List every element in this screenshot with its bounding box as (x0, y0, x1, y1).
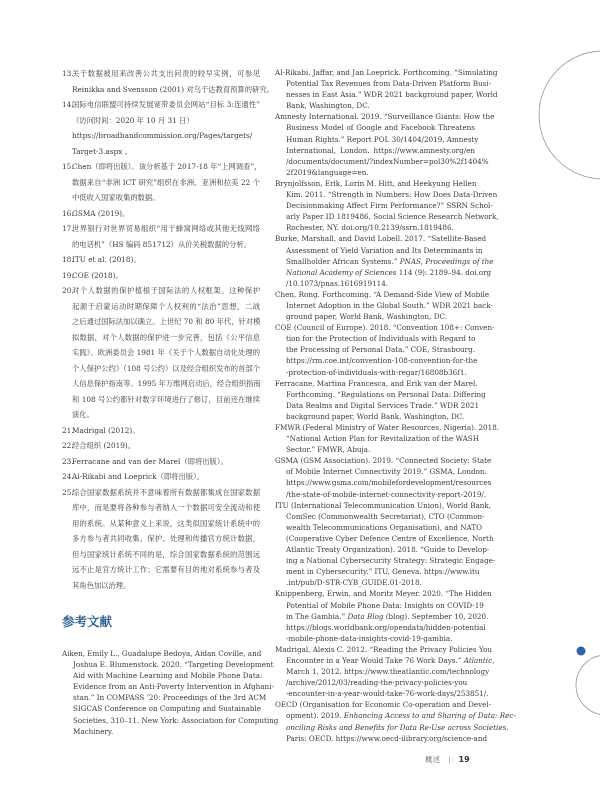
endnote-line: 库中，而是要将各种参与者纳入一个数据可安全流动和使 (72, 503, 260, 512)
reference-line: Paris: OECD. https://www.oecd-ilibrary.org/science-and (286, 733, 488, 743)
endnote-line: 国际电信联盟可持续发展宽带委员会网站“目标 3:连通性” (72, 100, 260, 109)
reference-line: arly Paper ID 1819486, Social Science Research Network, (286, 212, 499, 222)
endnote (62, 438, 260, 454)
endnote-line: COE (2018)。 (72, 270, 123, 280)
reference-line: OECD (Organisation for Economic Co-operation and Devel- (275, 700, 492, 710)
reference-line: https://blogs.worldbank.org/opendata/hidden-potential (286, 622, 486, 632)
endnote-line: 拟数据，对个人数据的保护进一步完善，包括《公平信息 (72, 332, 260, 342)
reference-line: Aid with Machine Learning and Mobile Phone Data: (73, 671, 263, 681)
reference-line: Potential Tax Revenues from Data-Driven Platform Busi- (286, 79, 492, 89)
reference-line: wealth Telecommunications Organisation), and NATO (286, 522, 483, 532)
endnote-number: 20. (62, 286, 74, 295)
endnote-line: 用的系统。从某种意义上来说，这类似国家统计系统中的 (72, 518, 260, 528)
reference-line: -protection-of-individuals-with-regar/16808b36f1. (286, 367, 467, 377)
reference-line: -encounter-in-a-year-would-take-76-work-days/253851/. (286, 689, 489, 699)
reference-line: Machinery. (73, 726, 114, 736)
endnote-number: 17. (62, 224, 74, 233)
reference-line: /10.1073/pnas.1616919114. (286, 278, 389, 288)
endnote-number: 25. (62, 487, 74, 497)
endnote-number: 19. (62, 270, 74, 280)
reference-line: of Mobile Internet Connectivity 2019.” GSMA, London. (286, 467, 487, 477)
reference-line: Evidence from an Anti-Poverty Intervention in Afghani- (73, 682, 274, 692)
endnote-line: Chen（即将出版）。该分析基于 2017-18 年“上网调查”， (72, 162, 262, 171)
endnote-line: 远不止是官方统计工作；它需要有目的地对系统参与者及 (72, 565, 260, 574)
endnote-line: Madrigal (2012)。 (72, 425, 140, 435)
reference-entry (275, 699, 516, 743)
reference-line: Human Rights.” Report POL 30/1404/2019, Amnesty (286, 134, 479, 144)
reference-entry (62, 648, 279, 737)
reference-line: Internet Adoption in the Global South.” WDR 2021 back- (286, 300, 493, 310)
reference-line: Data Realms and Digital Services Trade.” WDR 2021 (286, 400, 480, 410)
reference-line: GSMA (GSM Association). 2019. “Connected Society: State (275, 456, 492, 466)
reference-line: .int/pub/D-STR-CYB_GUIDE.01-2018. (286, 578, 422, 588)
endnote-number: 23. (62, 456, 74, 466)
reference-line: Ferracane, Martina Francesca, and Erik van der Marel. (275, 378, 478, 388)
endnote-line: 之后通过国际法加以确立。上世纪 70 和 80 年代，针对模 (72, 317, 261, 326)
endnote-number: 21. (62, 425, 74, 435)
references-list-right (275, 67, 516, 744)
reference-line: background paper, World Bank, Washington, DC. (286, 411, 465, 421)
reference-line: Assessment of Yield Variation and Its Determinants in (286, 245, 483, 255)
reference-line: Forthcoming. “Regulations on Personal Data: Differing (286, 389, 486, 399)
endnote-line: 演化。 (72, 410, 94, 419)
endnote-number: 24. (62, 472, 74, 481)
reference-line: Bank, Washington, DC. (286, 101, 370, 111)
endnote (62, 423, 260, 439)
endnote-number: 22. (62, 441, 74, 450)
endnote-line: 但与国家统计系统不同的是，综合国家数据系统的范围远 (72, 549, 260, 559)
reference-line: Sector.” FMWR, Abuja. (286, 445, 371, 455)
reference-line: Al-Rikabi, Jaffar, and Jan Loeprick. Forthcoming. “Simulating (275, 68, 498, 77)
reference-line: tion for the Protection of Individuals with Regard to (286, 334, 476, 344)
endnote (62, 221, 260, 252)
reference-entry (275, 111, 495, 178)
footer-section-title: 概述 (425, 755, 440, 764)
reference-line: Kim. 2011. “Strength in Numbers: How Does Data-Driven (286, 190, 498, 200)
endnote-line: 个人保护公约》（108 号公约）以及经合组织发布的首部个 (72, 363, 260, 373)
reference-line: SIGCAS Conference on Computing and Sustainable (73, 704, 262, 714)
reference-entry (275, 644, 495, 699)
reference-line: -mobile-phone-data-insights-covid-19-gambia. (286, 633, 453, 643)
reference-line: FMWR (Federal Ministry of Water Resources, Nigeria). 2018. (275, 423, 500, 432)
reference-entry (275, 322, 495, 377)
reference-line: National Academy of Sciences 114 (9): 2189–94. doi.org (286, 267, 492, 277)
endnote-line: https://broadbandcommission.org/Pages/targets/ (72, 131, 253, 140)
endnote (62, 97, 260, 159)
reference-line: COE (Council of Europe). 2018. “Convention 108+: Conven- (275, 323, 495, 333)
endnote-line: 经合组织 (2019)。 (72, 441, 136, 450)
reference-entry (275, 422, 500, 455)
reference-line: Joshua E. Blumenstock. 2020. “Targeting Development (73, 660, 274, 670)
reference-line: “National Action Plan for Revitalization of the WASH (286, 434, 479, 444)
reference-line: /the-state-of-mobile-internet-connectivity-report-2019/. (286, 489, 487, 499)
endnote-line: 综合国家数据系统并不意味着所有数据都集成在国家数据 (72, 487, 260, 497)
endnote (62, 252, 260, 268)
endnote-line: GSMA (2019)。 (72, 208, 130, 218)
reference-line: ComSec (Commonwealth Secretariat), CTO (Common- (286, 511, 485, 521)
reference-line: 2f2019&language=en. (286, 167, 369, 177)
endnote (62, 206, 260, 222)
endnote-line: Reinikka and Svensson (2001) 对乌干达教育预算的研究。 (72, 84, 274, 94)
endnote (62, 485, 260, 594)
decorative-arc-bottom (576, 655, 600, 715)
endnote-line: 对个人数据的保护植根于国际法的人权框架。这种保护 (72, 286, 260, 295)
endnotes-list (62, 66, 274, 593)
reference-entry (275, 67, 498, 111)
reference-line: /documents/document/?indexNumber=pol30%2f1404% (286, 156, 489, 166)
endnote (62, 66, 274, 97)
endnote-line: 人信息保护指南等。1995 年万维网启动后，经合组织指南 (72, 379, 261, 388)
endnote-line: 中低收入国家收集的数据。 (72, 193, 160, 202)
reference-line: Amnesty International. 2019. “Surveillance Giants: How the (275, 112, 495, 122)
reference-line: Knippenberg, Erwin, and Moritz Meyer. 2020. “The Hidden (275, 589, 492, 599)
reference-line: nesses in East Asia.” WDR 2021 background paper, World (286, 90, 498, 100)
endnote-line: （访问时间：2020 年 10 月 31 日） (72, 115, 194, 125)
endnote-line: 的电话机”（HS 编码 851712）从价关税数据的分析。 (72, 239, 251, 249)
reference-line: ITU (International Telecommunication Union), World Bank, (275, 500, 492, 510)
reference-line: the Processing of Personal Data.” COE, Strasbourg. (286, 345, 475, 355)
endnote-line: 其角色加以治理。 (72, 580, 131, 590)
reference-line: Potential of Mobile Phone Data: Insights on COVID-19 (286, 600, 484, 610)
reference-entry (275, 378, 486, 422)
footer-divider: | (448, 755, 451, 764)
reference-line: Smallholder African Systems.” PNAS, Proceedings of the (286, 256, 494, 266)
endnote-line: Al-Rikabi and Loeprick（即将出版）。 (72, 472, 205, 481)
decorative-dot (577, 647, 586, 656)
reference-entry (275, 289, 493, 322)
reference-line: ment in Cybersecurity.” ITU, Geneva. https://www.itu (286, 567, 480, 577)
reference-entry (275, 500, 496, 589)
reference-line: https://www.gsma.com/mobilefordevelopment/resources (286, 478, 492, 488)
reference-line: Encounter in a Year Would Take 76 Work Days.” Atlantic, (286, 655, 495, 665)
reference-line: International, London. https://www.amnesty.org/en (286, 145, 475, 155)
endnote-line: 起源于启蒙运动时期保障个人权利的“法治”思想，二战 (72, 301, 260, 311)
reference-entry (275, 588, 492, 643)
reference-line: Business Model of Google and Facebook Threatens (286, 123, 475, 133)
reference-line: Burke, Marshall, and David Lobell. 2017. “Satellite-Based (275, 234, 487, 244)
endnote-number: 13. (62, 69, 74, 78)
endnote-line: 数据来自“非洲 ICT 研究”组织在非洲、亚洲和拉美 22 个 (72, 177, 260, 187)
reference-line: Decisionmaking Affect Firm Performance?” SSRN Schol- (286, 201, 493, 211)
endnote (62, 454, 260, 470)
endnote (62, 469, 260, 485)
references-list-left (62, 648, 279, 737)
endnote-number: 15. (62, 162, 74, 171)
reference-line: Rochester, NY. doi.org/10.2139/ssrn.1819486. (286, 223, 454, 233)
reference-line: Madrigal, Alexis C. 2012. “Reading the Privacy Policies You (275, 644, 492, 654)
endnote-line: ITU et al. (2018)。 (72, 255, 141, 264)
reference-line: stan.” In COMPASS ’20: Proceedings of the 3rd ACM (73, 693, 267, 703)
endnote (62, 268, 260, 284)
reference-line: Aiken, Emily L., Guadalupe Bedoya, Aidan Coville, and (62, 649, 262, 658)
reference-line: March 1, 2012. https://www.theatlantic.com/technology (286, 667, 490, 677)
reference-line: https://rm.coe.int/convention-108-convention-for-the (286, 356, 478, 366)
reference-entry (275, 233, 494, 288)
decorative-arc-top (539, 51, 600, 179)
endnote (62, 283, 260, 423)
endnote-line: 和 108 号公约都针对数字环境进行了修订，目前还在继续 (72, 394, 260, 404)
endnote-number: 14. (62, 100, 74, 109)
references-heading: 参考文献 (62, 614, 113, 629)
reference-line: opment). 2019. Enhancing Access to and Sharing of Data: Rec- (286, 711, 516, 721)
reference-line: Brynjolfsson, Erik, Lorin M. Hitt, and Heekyung Hellen (275, 178, 477, 188)
reference-line: (Cooperative Cyber Defence Centre of Excellence, North (286, 533, 494, 543)
reference-line: onciling Risks and Benefits for Data Re-Use across Societies. (286, 722, 509, 732)
endnote (62, 159, 260, 206)
endnote-line: 关于数据被用来改善公共支出问责的较早实例，可参见 (72, 69, 260, 78)
reference-line: Atlantic Treaty Organization). 2018. “Guide to Develop- (286, 545, 490, 555)
page-footer (425, 754, 470, 765)
endnote-line: Ferracane and van der Marel（即将出版）。 (72, 456, 228, 466)
reference-entry (275, 178, 499, 233)
endnote-line: Target-3.aspx 。 (72, 146, 132, 156)
reference-line: Chen, Rong. Forthcoming. “A Demand-Side View of Mobile (275, 289, 490, 299)
endnote-line: 世界银行对世界贸易组织“用于蜂窝网络或其他无线网络 (72, 224, 260, 233)
reference-line: Societies, 310–11. New York: Association for Computing (73, 715, 279, 725)
reference-line: in The Gambia.” Data Blog (blog). September 10, 2020. (286, 611, 489, 621)
reference-line: /archive/2012/03/reading-the-privacy-policies-you (286, 678, 468, 688)
endnote-number: 18. (62, 255, 74, 264)
endnote-number: 16. (62, 208, 74, 218)
reference-entry (275, 455, 492, 499)
reference-line: ground paper, World Bank, Washington, DC. (286, 312, 448, 322)
page-number: 19 (458, 755, 470, 764)
reference-line: ing a National Cybersecurity Strategy: Strategic Engage- (286, 556, 496, 566)
endnote-line: 实践》、欧洲委员会 1981 年《关于个人数据自动化处理的 (72, 348, 260, 357)
endnote-line: 多方参与者共同收集、保护、处理和传播官方统计数据， (72, 534, 260, 543)
